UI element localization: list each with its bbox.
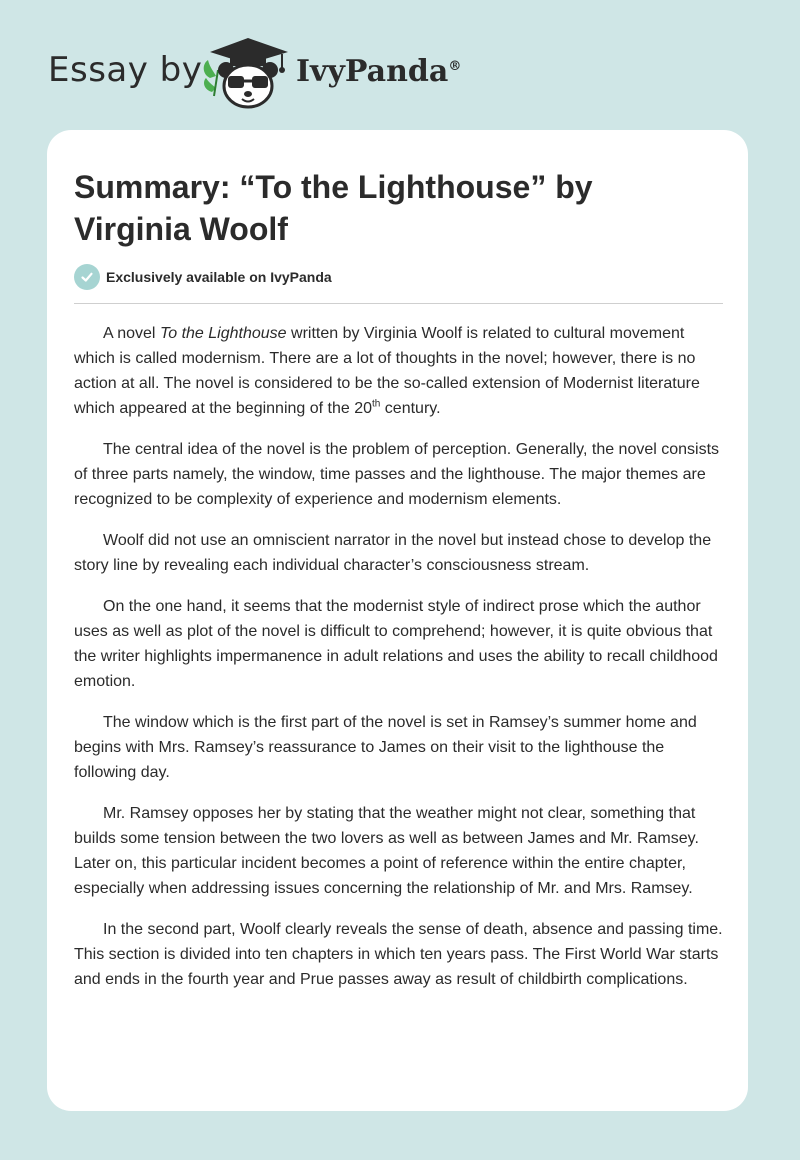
paragraph-3: Woolf did not use an omniscient narrator in the novel but instead chose to develop the story line by revealing each individual character’s consciousness stream. xyxy=(74,532,712,574)
registered-mark: ® xyxy=(448,59,462,74)
panda-graduate-icon xyxy=(198,34,294,112)
exclusive-label: Exclusively available on IvyPanda xyxy=(106,269,332,285)
article-card xyxy=(47,130,748,1111)
paragraph-6: Mr. Ramsey opposes her by stating that the weather might not clear, something that builds some tension between the two lovers as well as between James and Mr. Ramsey. Later on, this particular incident becomes a point of reference within the entire chapter, especially when addressing issues concerning the relationship of Mr. and Mrs. Ramsey. xyxy=(74,805,699,897)
brand-prefix: Essay by xyxy=(48,50,203,90)
brand-name: IvyPanda® xyxy=(296,54,462,89)
paragraph-2: The central idea of the novel is the problem of perception. Generally, the novel consists of three parts namely, the window, time passes and the lighthouse. The major themes are recognized to be complexity of experience and modernism elements. xyxy=(74,441,720,508)
book-title: To the Lighthouse xyxy=(159,325,287,342)
check-icon xyxy=(74,264,100,290)
divider xyxy=(74,303,723,304)
paragraph-4: On the one hand, it seems that the modernist style of indirect prose which the author uses as well as plot of the novel is difficult to comprehend; however, it is quite obvious that the writer highlights impermanence in adult relations and uses the ability to recall childhood emotion. xyxy=(74,598,718,690)
site-header xyxy=(0,0,800,120)
article-body xyxy=(74,321,724,1008)
article-title: Summary: “To the Lighthouse” by Virginia Woolf xyxy=(74,169,593,247)
exclusive-notice xyxy=(74,264,332,290)
paragraph-1: A novel To the Lighthouse written by Virginia Woolf is related to cultural movement which is called modernism. There are a lot of thoughts in the novel; however, there is no action at all. The novel is considered to be the so-called extension of Modernist literature which appeared at the beginning of the 20th century. xyxy=(74,325,700,417)
paragraph-5: The window which is the first part of the novel is set in Ramsey’s summer home and begins with Mrs. Ramsey’s reassurance to James on their visit to the lighthouse the following day. xyxy=(74,714,697,781)
paragraph-7: In the second part, Woolf clearly reveals the sense of death, absence and passing time. This section is divided into ten chapters in which ten years pass. The First World War starts and ends in the fourth year and Prue passes away as result of childbirth complications. xyxy=(74,921,723,988)
